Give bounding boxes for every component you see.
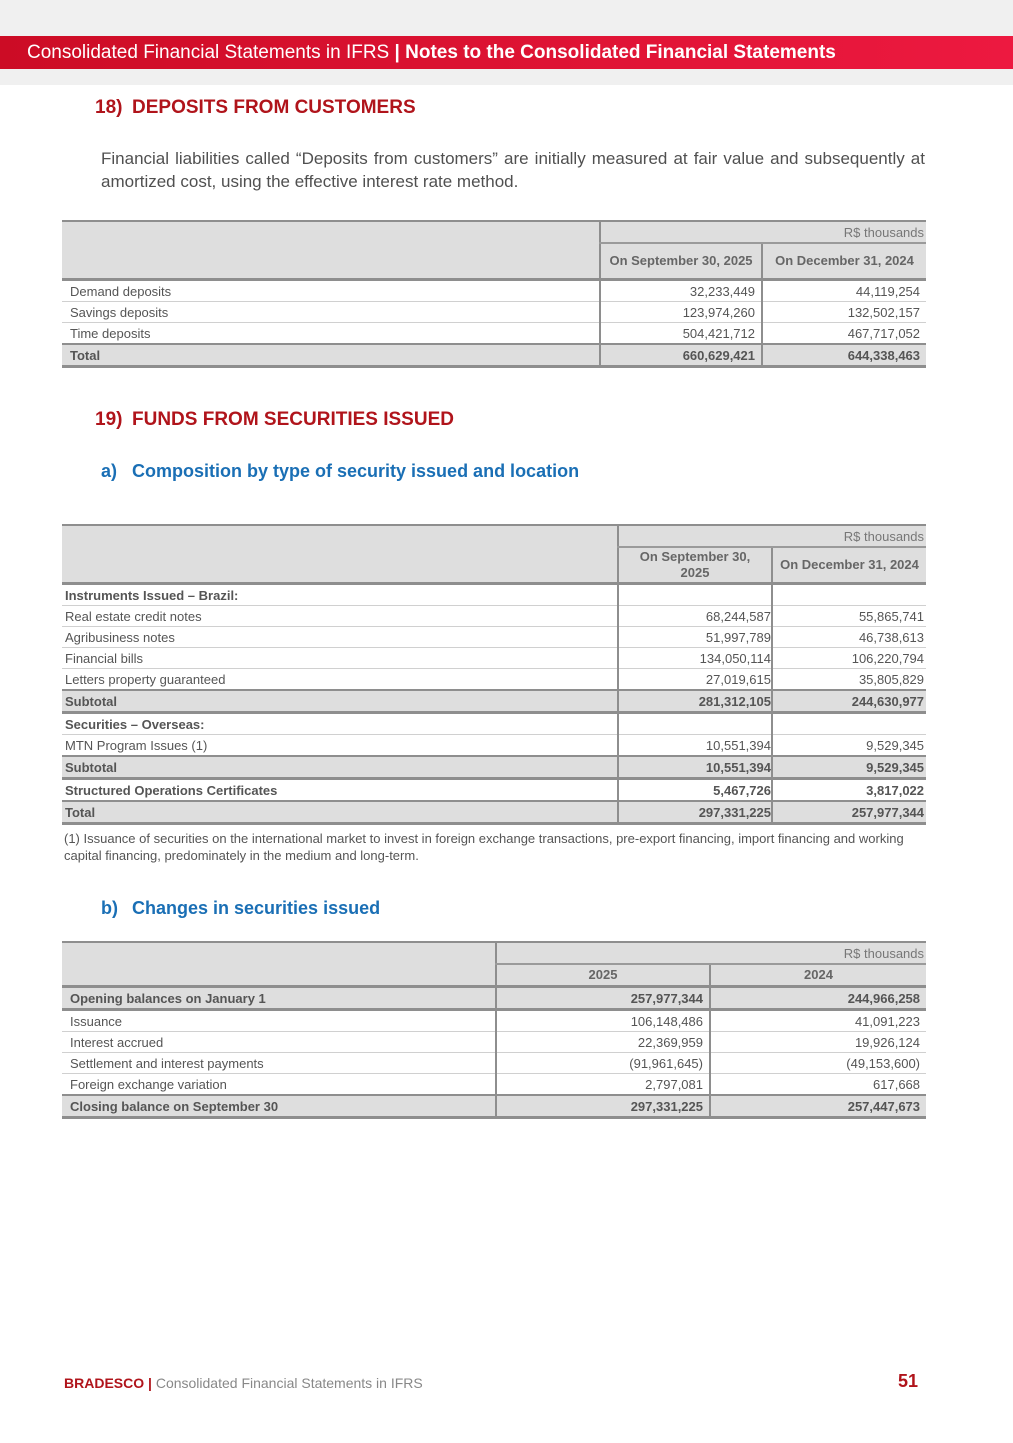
table-footnote: (1) Issuance of securities on the international market to invest in foreign exchange transactions, pre-export financing, import financing and working capital financing, predominately in the medium and long-term. bbox=[64, 831, 904, 863]
table-row: Time deposits 504,421,712 467,717,052 bbox=[62, 323, 926, 345]
subtotal-row: Subtotal 281,312,105 244,630,977 bbox=[62, 690, 926, 713]
page-number: 51 bbox=[898, 1371, 919, 1391]
column-header: 2025 bbox=[496, 964, 710, 987]
top-margin bbox=[0, 0, 1013, 36]
column-header: 2024 bbox=[710, 964, 926, 987]
securities-changes-table bbox=[62, 941, 926, 1119]
group-row: Instruments Issued – Brazil: bbox=[62, 584, 926, 606]
footer-text: Consolidated Financial Statements in IFRS bbox=[155, 1375, 423, 1391]
footer-brand: BRADESCO bbox=[64, 1375, 145, 1391]
table-row: Financial bills 134,050,114 106,220,794 bbox=[62, 648, 926, 669]
table-row: Issuance 106,148,486 41,091,223 bbox=[62, 1010, 926, 1032]
header-title-left: Consolidated Financial Statements in IFRS bbox=[27, 42, 390, 63]
section-18-number: 18) bbox=[95, 97, 123, 118]
footer-separator: | bbox=[148, 1375, 152, 1391]
table-row: Agribusiness notes 51,997,789 46,738,613 bbox=[62, 627, 926, 648]
opening-row: Opening balances on January 1 257,977,344 244,966,258 bbox=[62, 987, 926, 1010]
table-row: Settlement and interest payments (91,961,645) (49,153,600) bbox=[62, 1053, 926, 1074]
subsection-b-heading: b) Changes in securities issued bbox=[101, 898, 381, 918]
section-18-paragraph: Financial liabilities called “Deposits from customers” are initially measured at fair value and subsequently at amortized cost, using the effective interest rate method. bbox=[101, 149, 925, 191]
section-19-number: 19) bbox=[95, 409, 123, 430]
unit-label: R$ thousands bbox=[496, 942, 926, 964]
table-row: Demand deposits 32,233,449 44,119,254 bbox=[62, 280, 926, 302]
table-row: Savings deposits 123,974,260 132,502,157 bbox=[62, 302, 926, 323]
section-19-title: FUNDS FROM SECURITIES ISSUED bbox=[132, 409, 454, 430]
section-18-title: DEPOSITS FROM CUSTOMERS bbox=[132, 97, 416, 118]
header-banner bbox=[0, 36, 1013, 69]
group-row: Securities – Overseas: bbox=[62, 713, 926, 735]
section-19-heading bbox=[95, 409, 454, 431]
column-header: On December 31, 2024 bbox=[762, 243, 926, 280]
header-title-right: Notes to the Consolidated Financial Statements bbox=[405, 42, 836, 63]
table-row: MTN Program Issues (1) 10,551,394 9,529,345 bbox=[62, 735, 926, 757]
header-separator: | bbox=[394, 42, 400, 63]
deposits-table bbox=[62, 220, 926, 368]
closing-row: Closing balance on September 30 297,331,225 257,447,673 bbox=[62, 1095, 926, 1118]
column-header: On September 30, 2025 bbox=[618, 547, 772, 584]
column-header: On December 31, 2024 bbox=[772, 547, 926, 584]
page-footer bbox=[64, 1375, 423, 1391]
structured-row: Structured Operations Certificates 5,467,726 3,817,022 bbox=[62, 779, 926, 802]
section-18-heading bbox=[95, 97, 416, 119]
total-row: Total 660,629,421 644,338,463 bbox=[62, 344, 926, 367]
subtotal-row: Subtotal 10,551,394 9,529,345 bbox=[62, 756, 926, 779]
header-gap bbox=[0, 69, 1013, 85]
unit-label: R$ thousands bbox=[618, 525, 926, 547]
table-row: Interest accrued 22,369,959 19,926,124 bbox=[62, 1032, 926, 1053]
table-row: Letters property guaranteed 27,019,615 35,805,829 bbox=[62, 669, 926, 691]
securities-composition-table bbox=[62, 524, 926, 825]
column-header: On September 30, 2025 bbox=[600, 243, 762, 280]
table-row: Foreign exchange variation 2,797,081 617,668 bbox=[62, 1074, 926, 1096]
subsection-a-heading: a) Composition by type of security issued and location bbox=[101, 461, 580, 481]
total-row: Total 297,331,225 257,977,344 bbox=[62, 801, 926, 824]
table-row: Real estate credit notes 68,244,587 55,865,741 bbox=[62, 606, 926, 627]
unit-label: R$ thousands bbox=[600, 221, 926, 243]
